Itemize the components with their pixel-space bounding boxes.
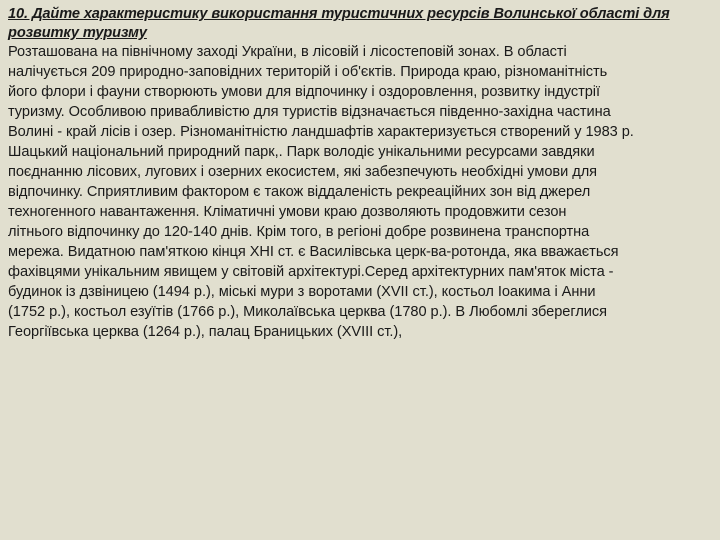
heading-line: розвитку туризму xyxy=(8,24,147,41)
answer-paragraph xyxy=(8,42,712,342)
paragraph-line: фахівцями унікальним явищем у світовій архітектурі.Серед архітектурних пам'яток міста - xyxy=(8,264,614,281)
paragraph-line: Розташована на північному заході України, в лісовій і лісостеповій зонах. В області xyxy=(8,44,567,61)
paragraph-line: туризму. Особливою привабливістю для туристів відзначається південно-західна частина xyxy=(8,104,611,121)
paragraph-line: Волині - край лісів і озер. Різноманітністю ландшафтів характеризується створений у 1983 р. xyxy=(8,124,634,141)
paragraph-line: будинок із дзвіницею (1494 р.), міські мури з воротами (XVII ст.), костьол Іоакима і Анни xyxy=(8,284,596,301)
paragraph-line: літнього відпочинку до 120-140 днів. Крім того, в регіоні добре розвинена транспортна xyxy=(8,224,590,241)
paragraph-line: Георгіївська церква (1264 р.), палац Браницьких (XVIII ст.), xyxy=(8,324,403,341)
paragraph-line: поєднанню лісових, лугових і озерних екосистем, які забезпечують необхідні умови для xyxy=(8,164,598,181)
paragraph-line: його флори і фауни створюють умови для відпочинку і оздоровлення, розвитку індустрії xyxy=(8,84,600,101)
paragraph-line: налічується 209 природно-заповідних територій і об'єктів. Природа краю, різноманітність xyxy=(8,64,608,81)
paragraph-line: техногенного навантаження. Кліматичні умови краю дозволяють продовжити сезон xyxy=(8,204,567,221)
heading-line: 10. Дайте характеристику використання туристичних ресурсів Волинської області для xyxy=(8,6,670,22)
question-heading xyxy=(8,5,712,42)
paragraph-line: (1752 р.), костьол езуїтів (1766 р.), Миколаївська церква (1780 р.). В Любомлі збереглися xyxy=(8,304,607,321)
paragraph-line: відпочинку. Сприятливим фактором є також віддаленість рекреаційних зон від джерел xyxy=(8,184,591,201)
paragraph-line: мережа. Видатною пам'яткою кінця ХНІ ст. є Василівська церк-ва-ротонда, яка вважається xyxy=(8,244,619,261)
paragraph-line: Шацький національний природний парк,. Парк володіє унікальними ресурсами завдяки xyxy=(8,144,595,161)
